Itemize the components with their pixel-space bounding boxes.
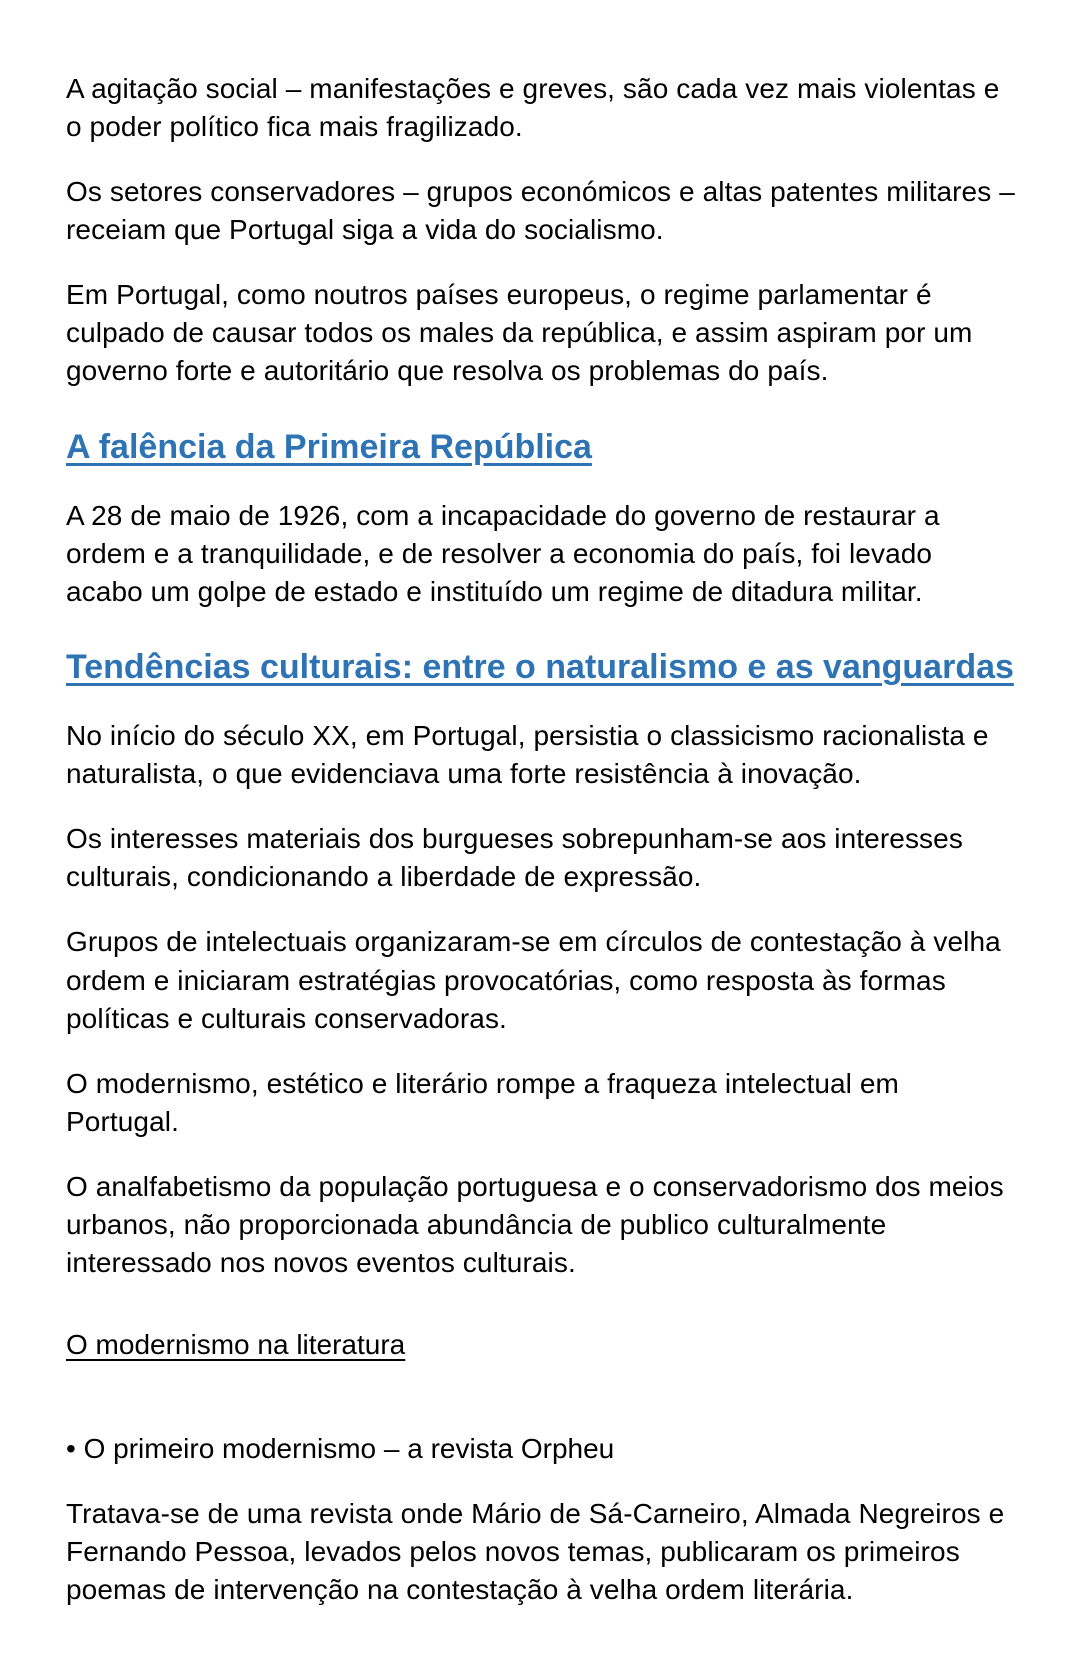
paragraph-revista-orpheu: Tratava-se de uma revista onde Mário de Sá-Carneiro, Almada Negreiros e Fernando Pessoa, levados pelos novos temas, publicaram os primeiros poemas de intervenção na contestação à velha ordem literária. <box>66 1498 1005 1606</box>
paragraph-analfabetismo: O analfabetismo da população portuguesa e o conservadorismo dos meios urbanos, não proporcionada abundância de publico culturalmente interessado nos novos eventos culturais. <box>66 1170 1004 1279</box>
subsection-heading-modernismo-literatura: O modernismo na literatura <box>66 1329 406 1361</box>
section-heading-falencia-primeira-republica: A falência da Primeira República <box>66 427 592 466</box>
paragraph-conservative-sectors: Os setores conservadores – grupos económicos e altas patentes militares – receiam que Portugal siga a vida do socialismo. <box>66 176 1015 246</box>
paragraph-modernismo-estetico: O modernismo, estético e literário rompe a fraqueza intelectual em Portugal. <box>66 1067 899 1137</box>
bullet-item-primeiro-modernismo: • O primeiro modernismo – a revista Orpheu <box>66 1433 615 1465</box>
paragraph-coup-1926: A 28 de maio de 1926, com a incapacidade do governo de restaurar a ordem e a tranquilidade, e de resolver a economia do país, foi levado acabo um golpe de estado e instituído um regime de ditadura militar. <box>66 499 940 607</box>
paragraph-parliamentary-regime: Em Portugal, como noutros países europeus, o regime parlamentar é culpado de causar todos os males da república, e assim aspiram por um governo forte e autoritário que resolva os problemas do país. <box>66 279 973 387</box>
paragraph-interesses-materiais: Os interesses materiais dos burgueses sobrepunham-se aos interesses culturais, condicionando a liberdade de expressão. <box>66 823 963 893</box>
paragraph-classicismo-racionalista: No início do século XX, em Portugal, persistia o classicismo racionalista e naturalista, o que evidenciava uma forte resistência à inovação. <box>66 720 989 790</box>
paragraph-social-unrest: A agitação social – manifestações e greves, são cada vez mais violentas e o poder político fica mais fragilizado. <box>66 73 1000 143</box>
section-heading-tendencias-culturais: Tendências culturais: entre o naturalismo e as vanguardas <box>66 647 1014 686</box>
paragraph-grupos-intelectuais: Grupos de intelectuais organizaram-se em círculos de contestação à velha ordem e iniciaram estratégias provocatórias, como resposta às formas políticas e culturais conservadoras. <box>66 926 1001 1034</box>
